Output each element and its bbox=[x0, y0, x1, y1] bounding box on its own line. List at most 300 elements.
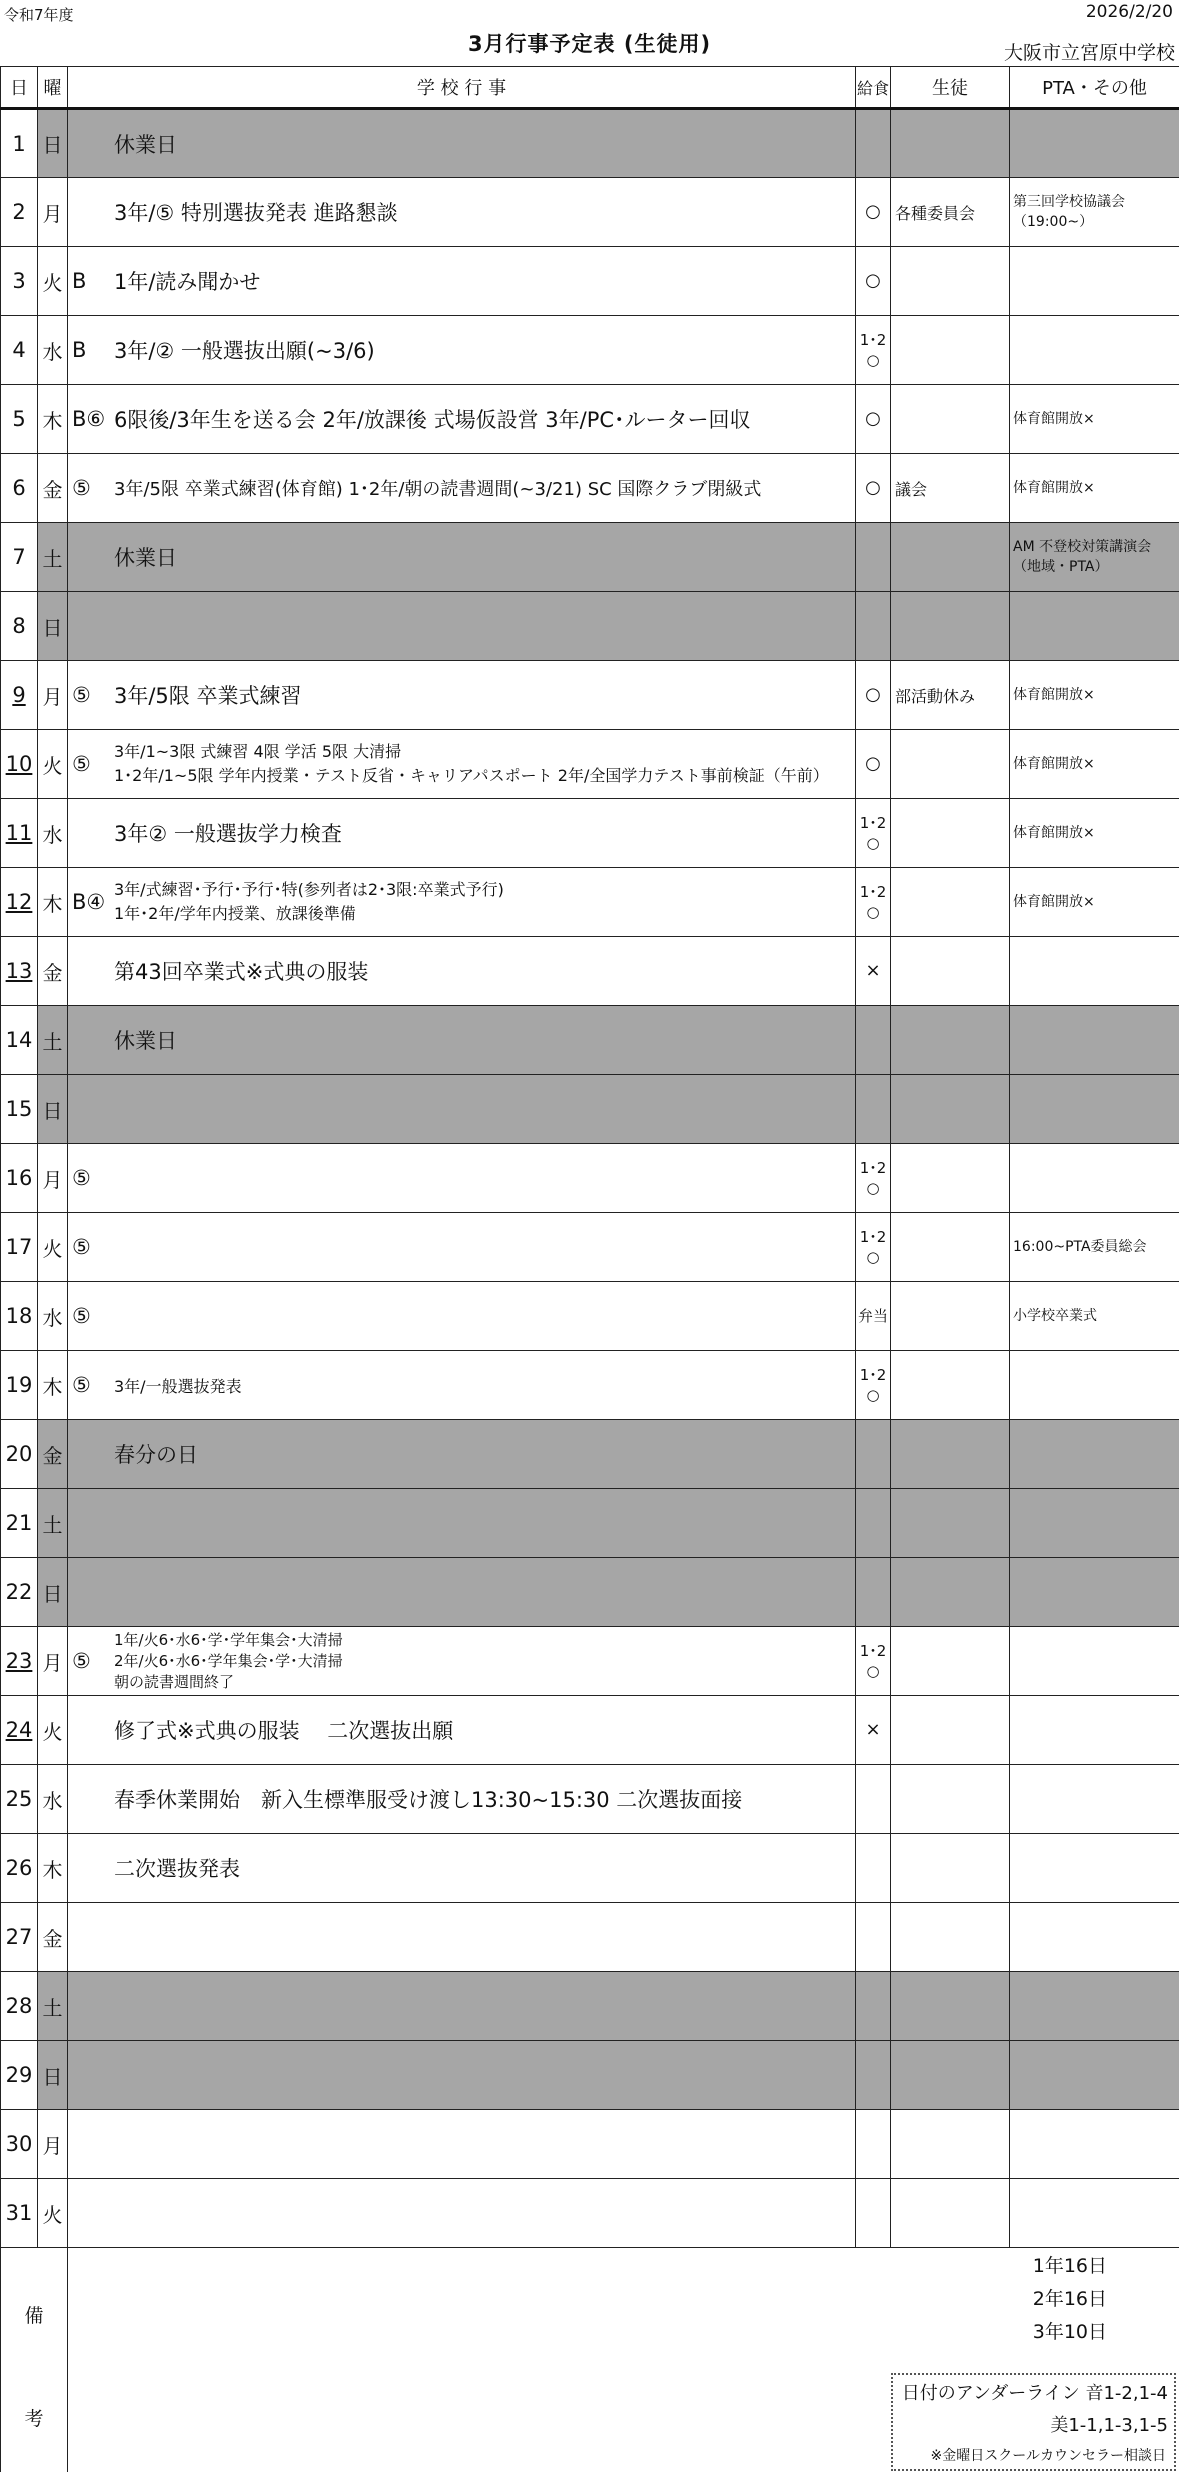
event-line: 1年･2年/学年内授業、放課後準備 bbox=[114, 904, 356, 923]
weekday-cell: 火 bbox=[38, 2179, 68, 2248]
meal-cell bbox=[856, 1558, 891, 1627]
weekday-cell: 木 bbox=[38, 1351, 68, 1420]
weekday-cell: 日 bbox=[38, 592, 68, 661]
pta-cell bbox=[1010, 1075, 1179, 1144]
events-cell bbox=[68, 868, 856, 937]
meal-mark: ○ bbox=[866, 1179, 880, 1197]
students-cell bbox=[891, 1627, 1010, 1696]
event-text: 3年/一般選抜発表 bbox=[114, 1376, 242, 1396]
meal-cell: ○ bbox=[856, 730, 891, 799]
events-cell bbox=[68, 799, 856, 868]
students-cell bbox=[891, 2110, 1010, 2179]
event-text: 春季休業開始 新入生標準服受け渡し13:30~15:30 二次選抜面接 bbox=[114, 1788, 743, 1812]
day-number: 10 bbox=[5, 752, 33, 776]
day-number-cell bbox=[1, 661, 38, 730]
events-cell bbox=[68, 1144, 856, 1213]
weekday-cell: 火 bbox=[38, 247, 68, 316]
meal-mark: ○ bbox=[866, 1248, 880, 1266]
table-row bbox=[1, 1213, 1179, 1282]
weekday-cell: 水 bbox=[38, 799, 68, 868]
table-row bbox=[1, 1282, 1179, 1351]
events-cell bbox=[68, 937, 856, 1006]
weekday-cell: 水 bbox=[38, 1765, 68, 1834]
day-number-cell bbox=[1, 316, 38, 385]
day-number-cell bbox=[1, 454, 38, 523]
day-number: 17 bbox=[5, 1235, 33, 1259]
meal-cell: × bbox=[856, 937, 891, 1006]
weekday-cell: 金 bbox=[38, 1420, 68, 1489]
meal-cell: ○ bbox=[856, 178, 891, 247]
table-row bbox=[1, 2041, 1179, 2110]
pta-cell: 体育館開放× bbox=[1010, 868, 1179, 937]
table-row bbox=[1, 592, 1179, 661]
pta-cell: 体育館開放× bbox=[1010, 385, 1179, 454]
meal-mark: 1･2 bbox=[859, 1159, 887, 1177]
event-line: 朝の読書週間終了 bbox=[114, 1672, 235, 1691]
event-text: 二次選抜発表 bbox=[114, 1857, 240, 1881]
day-number: 13 bbox=[5, 959, 33, 983]
day-number-cell bbox=[1, 1144, 38, 1213]
pta-cell bbox=[1010, 1696, 1179, 1765]
table-row bbox=[1, 523, 1179, 592]
meal-cell bbox=[856, 523, 891, 592]
pta-cell bbox=[1010, 592, 1179, 661]
event-text: 春分の日 bbox=[114, 1443, 198, 1467]
meal-cell bbox=[856, 1489, 891, 1558]
lunch-day-counts bbox=[1033, 2250, 1107, 2349]
day-number: 23 bbox=[5, 1649, 33, 1673]
students-cell bbox=[891, 1903, 1010, 1972]
students-cell bbox=[891, 1282, 1010, 1351]
students-cell bbox=[891, 1420, 1010, 1489]
weekday-cell: 金 bbox=[38, 1903, 68, 1972]
table-row bbox=[1, 730, 1179, 799]
col-header-weekday: 曜 bbox=[38, 67, 68, 109]
pta-cell bbox=[1010, 1006, 1179, 1075]
pta-cell bbox=[1010, 1627, 1179, 1696]
days-body bbox=[1, 109, 1179, 2248]
legend-underline-note: 日付のアンダーライン 音1-2,1-4 bbox=[901, 2383, 1168, 2404]
meal-mark: 1･2 bbox=[859, 1366, 887, 1384]
meal-cell bbox=[856, 1006, 891, 1075]
day-number-cell bbox=[1, 1006, 38, 1075]
weekday-cell: 金 bbox=[38, 454, 68, 523]
meal-mark: 1･2 bbox=[859, 814, 887, 832]
day-number: 28 bbox=[5, 1994, 33, 2018]
meal-cell: ○ bbox=[856, 661, 891, 730]
students-cell: 議会 bbox=[891, 454, 1010, 523]
col-header-day: 日 bbox=[1, 67, 38, 109]
students-cell bbox=[891, 2179, 1010, 2248]
event-text: 6限後/3年生を送る会 2年/放課後 式場仮設営 3年/PC･ルーター回収 bbox=[114, 408, 751, 432]
day-number-cell bbox=[1, 868, 38, 937]
weekday-cell: 木 bbox=[38, 385, 68, 454]
weekday-cell: 木 bbox=[38, 868, 68, 937]
legend-counselor-note: ※金曜日スクールカウンセラー相談日 bbox=[930, 2448, 1166, 2464]
events-cell bbox=[68, 730, 856, 799]
day-number-cell bbox=[1, 1627, 38, 1696]
meal-cell bbox=[856, 1075, 891, 1144]
period-code: ⑤ bbox=[72, 1304, 91, 1328]
students-cell bbox=[891, 247, 1010, 316]
students-cell bbox=[891, 592, 1010, 661]
event-text bbox=[114, 740, 829, 788]
day-number-cell bbox=[1, 1489, 38, 1558]
event-text: 1年/読み聞かせ bbox=[114, 270, 261, 294]
meal-cell bbox=[856, 1903, 891, 1972]
table-row bbox=[1, 1903, 1179, 1972]
table-row bbox=[1, 1075, 1179, 1144]
events-cell bbox=[68, 1696, 856, 1765]
day-number: 6 bbox=[12, 476, 26, 500]
table-row bbox=[1, 1351, 1179, 1420]
day-number: 11 bbox=[5, 821, 33, 845]
weekday-cell: 土 bbox=[38, 1006, 68, 1075]
pta-cell bbox=[1010, 1144, 1179, 1213]
day-number-cell bbox=[1, 1213, 38, 1282]
pta-cell: 体育館開放× bbox=[1010, 454, 1179, 523]
day-number-cell bbox=[1, 1696, 38, 1765]
events-cell bbox=[68, 1006, 856, 1075]
period-code: ⑤ bbox=[72, 683, 91, 707]
meal-cell bbox=[856, 2041, 891, 2110]
table-header-row bbox=[1, 67, 1179, 109]
table-row bbox=[1, 661, 1179, 730]
remarks-label bbox=[1, 2248, 68, 2472]
weekday-cell: 水 bbox=[38, 316, 68, 385]
events-cell bbox=[68, 454, 856, 523]
legend-art-note: 美1-1,1-3,1-5 bbox=[1050, 2415, 1168, 2436]
events-cell bbox=[68, 1213, 856, 1282]
meal-mark: 1･2 bbox=[859, 331, 887, 349]
day-number-cell bbox=[1, 2041, 38, 2110]
meal-cell bbox=[856, 592, 891, 661]
students-cell bbox=[891, 1834, 1010, 1903]
table-row bbox=[1, 1489, 1179, 1558]
events-cell bbox=[68, 1489, 856, 1558]
pta-cell bbox=[1010, 247, 1179, 316]
day-number: 12 bbox=[5, 890, 33, 914]
events-cell bbox=[68, 1282, 856, 1351]
table-row bbox=[1, 937, 1179, 1006]
event-line: 3年/1~3限 式練習 4限 学活 5限 大清掃 bbox=[114, 742, 402, 761]
weekday-cell: 月 bbox=[38, 661, 68, 730]
event-text bbox=[114, 878, 504, 926]
table-row bbox=[1, 2179, 1179, 2248]
students-cell: 各種委員会 bbox=[891, 178, 1010, 247]
col-header-meal: 給食 bbox=[856, 67, 891, 109]
day-number-cell bbox=[1, 1558, 38, 1627]
day-number-cell bbox=[1, 109, 38, 178]
meal-cell bbox=[856, 1972, 891, 2041]
students-cell bbox=[891, 937, 1010, 1006]
table-row bbox=[1, 868, 1179, 937]
meal-cell bbox=[856, 109, 891, 178]
remarks-label-bottom: 考 bbox=[24, 2407, 44, 2430]
event-text: 休業日 bbox=[114, 546, 177, 570]
period-code: B④ bbox=[72, 890, 106, 914]
weekday-cell: 月 bbox=[38, 178, 68, 247]
students-cell bbox=[891, 1006, 1010, 1075]
events-cell bbox=[68, 1627, 856, 1696]
day-number: 8 bbox=[12, 614, 26, 638]
day-number-cell bbox=[1, 1834, 38, 1903]
pta-cell bbox=[1010, 1420, 1179, 1489]
table-row bbox=[1, 178, 1179, 247]
weekday-cell: 火 bbox=[38, 1213, 68, 1282]
period-code: ⑤ bbox=[72, 1235, 91, 1259]
meal-mark: ○ bbox=[866, 1386, 880, 1404]
weekday-cell: 日 bbox=[38, 1558, 68, 1627]
event-line: 1･2年/1~5限 学年内授業・テスト反省・キャリアパスポート 2年/全国学力テスト事前検証（午前） bbox=[114, 766, 829, 785]
pta-cell: 第三回学校協議会（19:00~） bbox=[1010, 178, 1179, 247]
events-cell bbox=[68, 1075, 856, 1144]
pta-cell bbox=[1010, 1489, 1179, 1558]
day-number: 25 bbox=[5, 1787, 33, 1811]
issue-date: 2026/2/20 bbox=[1085, 2, 1173, 22]
table-row bbox=[1, 1696, 1179, 1765]
pta-cell: AM 不登校対策講演会（地域・PTA） bbox=[1010, 523, 1179, 592]
students-cell bbox=[891, 385, 1010, 454]
day-number-cell bbox=[1, 799, 38, 868]
day-number: 9 bbox=[12, 683, 26, 707]
pta-cell bbox=[1010, 937, 1179, 1006]
day-number: 24 bbox=[5, 1718, 33, 1742]
event-text: 第43回卒業式※式典の服装 bbox=[114, 960, 369, 984]
students-cell bbox=[891, 523, 1010, 592]
table-row bbox=[1, 799, 1179, 868]
event-text: 3年/⑤ 特別選抜発表 進路懇談 bbox=[114, 201, 398, 225]
period-code: ⑤ bbox=[72, 1166, 91, 1190]
pta-cell bbox=[1010, 2110, 1179, 2179]
day-number: 19 bbox=[5, 1373, 33, 1397]
events-cell bbox=[68, 1351, 856, 1420]
pta-cell: 16:00~PTA委員総会 bbox=[1010, 1213, 1179, 1282]
table-row bbox=[1, 2110, 1179, 2179]
pta-cell: 体育館開放× bbox=[1010, 730, 1179, 799]
students-cell bbox=[891, 1075, 1010, 1144]
day-number: 21 bbox=[5, 1511, 33, 1535]
pta-cell bbox=[1010, 316, 1179, 385]
meal-cell: × bbox=[856, 1696, 891, 1765]
remarks-label-top: 備 bbox=[24, 2304, 44, 2327]
day-number-cell bbox=[1, 2179, 38, 2248]
events-cell bbox=[68, 523, 856, 592]
day-number: 27 bbox=[5, 1925, 33, 1949]
weekday-cell: 日 bbox=[38, 109, 68, 178]
event-text: 3年/5限 卒業式練習(体育館) 1･2年/朝の読書週間(~3/21) SC 国際クラブ閉級式 bbox=[114, 479, 762, 500]
events-cell bbox=[68, 2110, 856, 2179]
pta-cell bbox=[1010, 1903, 1179, 1972]
day-number-cell bbox=[1, 1420, 38, 1489]
students-cell bbox=[891, 109, 1010, 178]
day-number: 15 bbox=[5, 1097, 33, 1121]
table-row bbox=[1, 1765, 1179, 1834]
event-text: 3年② 一般選抜学力検査 bbox=[114, 822, 342, 846]
meal-mark: 1･2 bbox=[859, 883, 887, 901]
day-number-cell bbox=[1, 937, 38, 1006]
weekday-cell: 土 bbox=[38, 1972, 68, 2041]
meal-mark: 1･2 bbox=[859, 1228, 887, 1246]
events-cell bbox=[68, 592, 856, 661]
legend-box bbox=[891, 2373, 1176, 2471]
table-row bbox=[1, 454, 1179, 523]
day-number: 20 bbox=[5, 1442, 33, 1466]
pta-cell bbox=[1010, 2179, 1179, 2248]
table-row bbox=[1, 1006, 1179, 1075]
event-line: 2年/火6･水6･学年集会･学･大清掃 bbox=[114, 1651, 343, 1670]
weekday-cell: 土 bbox=[38, 1489, 68, 1558]
day-number: 30 bbox=[5, 2132, 33, 2156]
period-code: ⑤ bbox=[72, 752, 91, 776]
students-cell bbox=[891, 1489, 1010, 1558]
events-cell bbox=[68, 316, 856, 385]
fiscal-year-label: 令和7年度 bbox=[4, 6, 74, 24]
day-number-cell bbox=[1, 730, 38, 799]
meal-mark: 1･2 bbox=[859, 1642, 887, 1660]
pta-cell: 体育館開放× bbox=[1010, 661, 1179, 730]
day-number: 22 bbox=[5, 1580, 33, 1604]
day-number-cell bbox=[1, 1282, 38, 1351]
students-cell bbox=[891, 1213, 1010, 1282]
page-title: 3月行事予定表 (生徒用) bbox=[467, 32, 712, 56]
count-grade-1: 1年16日 bbox=[1032, 2255, 1107, 2277]
meal-cell bbox=[856, 1834, 891, 1903]
table-row bbox=[1, 1627, 1179, 1696]
event-text bbox=[114, 1630, 343, 1693]
meal-mark: ○ bbox=[866, 903, 880, 921]
weekday-cell: 木 bbox=[38, 1834, 68, 1903]
day-number-cell bbox=[1, 1075, 38, 1144]
col-header-students: 生徒 bbox=[891, 67, 1010, 109]
day-number-cell bbox=[1, 2110, 38, 2179]
event-text: 修了式※式典の服装 二次選抜出願 bbox=[114, 1719, 454, 1743]
day-number-cell bbox=[1, 1765, 38, 1834]
meal-cell: ○ bbox=[856, 454, 891, 523]
table-row bbox=[1, 316, 1179, 385]
table-row bbox=[1, 1144, 1179, 1213]
day-number-cell bbox=[1, 247, 38, 316]
meal-mark: ○ bbox=[866, 1662, 880, 1680]
meal-cell bbox=[856, 1765, 891, 1834]
weekday-cell: 月 bbox=[38, 1144, 68, 1213]
events-cell bbox=[68, 385, 856, 454]
meal-cell bbox=[856, 1420, 891, 1489]
events-cell bbox=[68, 1972, 856, 2041]
meal-cell: ○ bbox=[856, 247, 891, 316]
table-row bbox=[1, 1558, 1179, 1627]
students-cell: 部活動休み bbox=[891, 661, 1010, 730]
table-row bbox=[1, 385, 1179, 454]
students-cell bbox=[891, 316, 1010, 385]
school-name: 大阪市立宮原中学校 bbox=[1003, 42, 1175, 64]
meal-cell bbox=[856, 1627, 891, 1696]
meal-cell bbox=[856, 316, 891, 385]
day-number-cell bbox=[1, 385, 38, 454]
event-text: 休業日 bbox=[114, 132, 177, 157]
period-code: B bbox=[72, 338, 87, 362]
col-header-pta: PTA・その他 bbox=[1010, 67, 1179, 109]
events-cell bbox=[68, 1903, 856, 1972]
pta-cell bbox=[1010, 1834, 1179, 1903]
weekday-cell: 金 bbox=[38, 937, 68, 1006]
day-number: 3 bbox=[12, 269, 26, 293]
day-number: 7 bbox=[12, 545, 26, 569]
pta-cell bbox=[1010, 1765, 1179, 1834]
events-cell bbox=[68, 247, 856, 316]
events-cell bbox=[68, 2041, 856, 2110]
period-code: ⑤ bbox=[72, 1649, 91, 1673]
pta-cell: 体育館開放× bbox=[1010, 799, 1179, 868]
pta-cell bbox=[1010, 1351, 1179, 1420]
events-cell bbox=[68, 109, 856, 178]
table-row bbox=[1, 1420, 1179, 1489]
day-number: 31 bbox=[5, 2201, 33, 2225]
table-row bbox=[1, 109, 1179, 178]
students-cell bbox=[891, 1144, 1010, 1213]
remarks-body bbox=[68, 2248, 1179, 2472]
pta-cell bbox=[1010, 2041, 1179, 2110]
event-line: 3年/式練習･予行･予行･特(参列者は2･3限:卒業式予行) bbox=[114, 880, 504, 899]
pta-cell: 小学校卒業式 bbox=[1010, 1282, 1179, 1351]
meal-cell bbox=[856, 1213, 891, 1282]
students-cell bbox=[891, 1558, 1010, 1627]
col-header-events: 学 校 行 事 bbox=[68, 67, 856, 109]
meal-cell bbox=[856, 868, 891, 937]
weekday-cell: 土 bbox=[38, 523, 68, 592]
day-number-cell bbox=[1, 1351, 38, 1420]
students-cell bbox=[891, 799, 1010, 868]
events-cell bbox=[68, 1558, 856, 1627]
day-number-cell bbox=[1, 1972, 38, 2041]
students-cell bbox=[891, 1765, 1010, 1834]
period-code: B⑥ bbox=[72, 407, 106, 431]
day-number-cell bbox=[1, 523, 38, 592]
events-cell bbox=[68, 178, 856, 247]
weekday-cell: 火 bbox=[38, 1696, 68, 1765]
event-text: 休業日 bbox=[114, 1029, 177, 1053]
pta-cell bbox=[1010, 1558, 1179, 1627]
day-number-cell bbox=[1, 178, 38, 247]
events-cell bbox=[68, 1765, 856, 1834]
meal-cell bbox=[856, 2179, 891, 2248]
weekday-cell: 月 bbox=[38, 2110, 68, 2179]
event-text: 3年/② 一般選抜出願(~3/6) bbox=[114, 339, 375, 363]
period-code: B bbox=[72, 269, 87, 293]
students-cell bbox=[891, 1972, 1010, 2041]
event-text: 3年/5限 卒業式練習 bbox=[114, 684, 302, 708]
day-number: 5 bbox=[12, 407, 26, 431]
weekday-cell: 日 bbox=[38, 1075, 68, 1144]
weekday-cell: 日 bbox=[38, 2041, 68, 2110]
meal-cell: ○ bbox=[856, 385, 891, 454]
meal-cell bbox=[856, 2110, 891, 2179]
day-number: 16 bbox=[5, 1166, 33, 1190]
students-cell bbox=[891, 868, 1010, 937]
period-code: ⑤ bbox=[72, 1373, 91, 1397]
meal-cell bbox=[856, 1144, 891, 1213]
top-line bbox=[0, 0, 1179, 28]
events-cell bbox=[68, 1420, 856, 1489]
day-number: 29 bbox=[5, 2063, 33, 2087]
meal-mark: ○ bbox=[866, 834, 880, 852]
events-cell bbox=[68, 2179, 856, 2248]
pta-cell bbox=[1010, 1972, 1179, 2041]
event-line: 1年/火6･水6･学･学年集会･大清掃 bbox=[114, 1630, 343, 1649]
students-cell bbox=[891, 1696, 1010, 1765]
pta-cell bbox=[1010, 109, 1179, 178]
meal-cell bbox=[856, 799, 891, 868]
